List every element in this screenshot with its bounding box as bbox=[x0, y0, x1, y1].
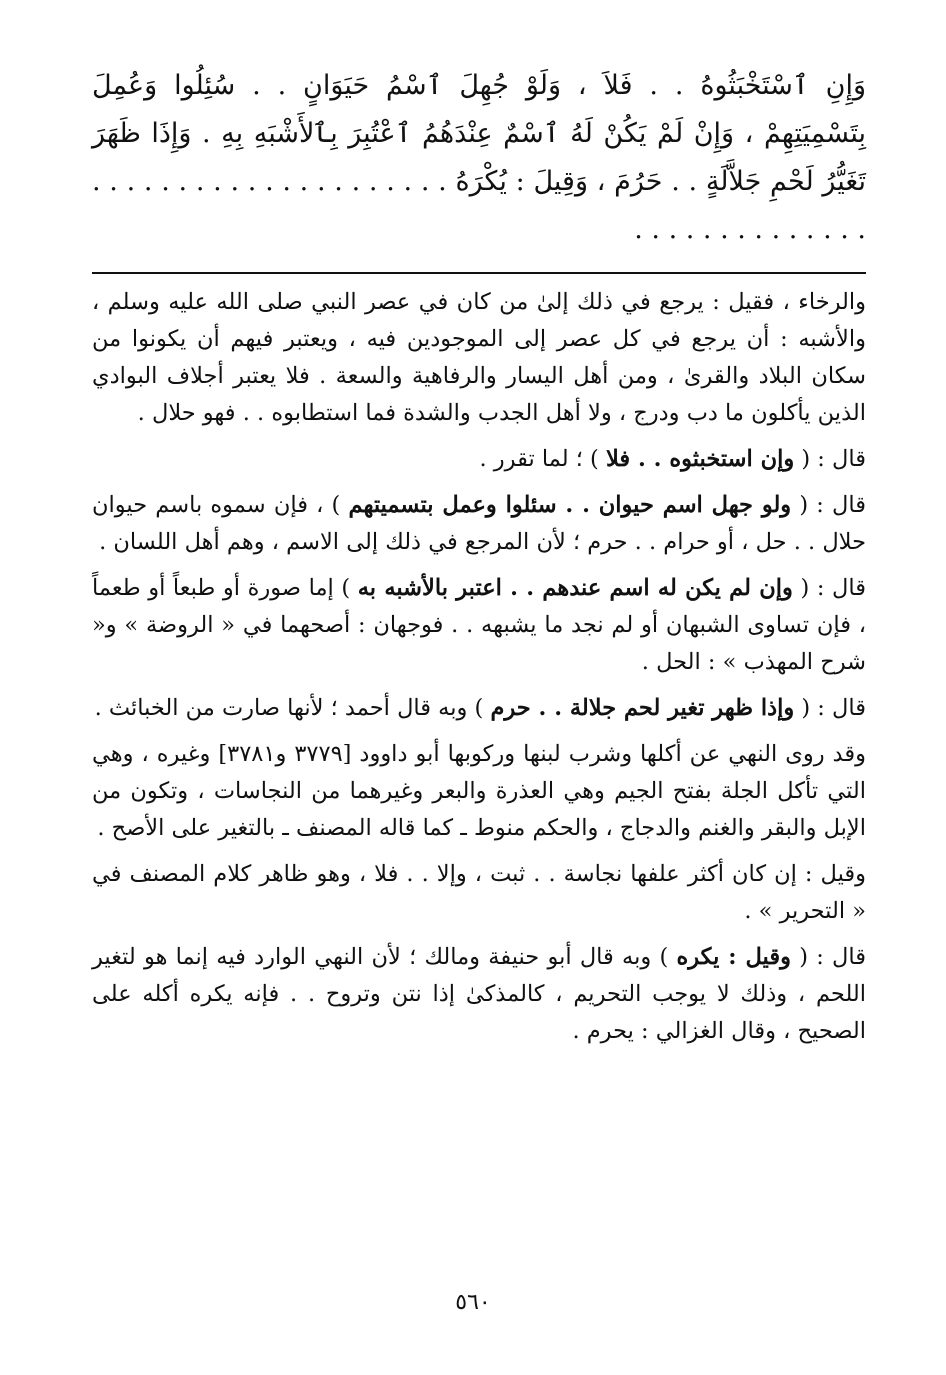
commentary-text: ) ؛ لما تقرر . bbox=[479, 446, 606, 472]
quote-open: قال : ( bbox=[792, 575, 866, 601]
commentary-text: ) وبه قال أبو حنيفة ومالك ؛ لأن النهي الوارد فيه إنما هو لتغير اللحم ، وذلك لا يوجب التحريم ، كالمذكىٰ إذا نتن وتروح . . فإنه يكره أكله على الصحيح ، وقال الغزالي : يحرم . bbox=[92, 944, 866, 1044]
commentary-text: ) إما صورة أو طبعاً أو طعماً ، فإن تساوى الشبهان أو لم نجد ما يشبهه . . فوجهان : أصحهما في « الروضة » و« شرح المهذب » : الحل . bbox=[92, 575, 866, 675]
sharh-paragraph: وقد روى النهي عن أكلها وشرب لبنها وركوبها أبو داوود [٣٧٧٩ و٣٧٨١] وغيره ، وهي التي تأكل الجلة بفتح الجيم وهي العذرة والبعر وغيرهما من النجاسات ، وتكون من الإبل والبقر والغنم والدجاج ، والحكم منوط ـ كما قاله المصنف ـ بالتغير على الأصح . bbox=[92, 741, 866, 841]
commentary-text: ) ، فإن سموه باسم حيوان حلال . . حل ، أو حرام . . حرم ؛ لأن المرجع في ذلك إلى الاسم ، وهم أهل اللسان . bbox=[92, 492, 866, 555]
matn-line: وَإِنِ ٱسْتَخْبَثُوهُ . . فَلاَ ، وَلَوْ جُهِلَ ٱسْمُ حَيَوَانٍ . . سُئِلُوا وَعُمِلَ بِتَسْمِيَتِهِمْ ، وَإِنْ لَمْ bbox=[92, 70, 867, 149]
matn-line: وَقِيلَ : يُكْرَهُ . . . . . . . . . . . . . . . . . . . . . . . . . . . . . . . . . . . bbox=[92, 166, 866, 245]
matn-line: يَكُنْ لَهُ ٱسْمٌ عِنْدَهُمُ ٱعْتُبِرَ بِٱلأَشْبَهِ بِهِ . وَإِذَا ظَهَرَ تَغَيُّرُ لَحْمِ جَلاَّلَةٍ . . حَرُمَ ، bbox=[92, 118, 866, 197]
matn-divider bbox=[92, 272, 866, 274]
quoted-matn: وقيل : يكره bbox=[676, 944, 791, 970]
sharh-paragraph bbox=[92, 441, 866, 478]
quoted-matn: ولو جهل اسم حيوان . . سئلوا وعمل بتسميتهم bbox=[348, 492, 792, 518]
quote-open: قال : ( bbox=[791, 492, 866, 518]
quoted-matn: وإذا ظهر تغير لحم جلالة . . حرم bbox=[490, 695, 795, 721]
quoted-matn: وإن استخبثوه . . فلا bbox=[605, 446, 795, 472]
sharh-paragraph: والرخاء ، فقيل : يرجع في ذلك إلىٰ من كان في عصر النبي صلى الله عليه وسلم ، والأشبه : أن يرجع في كل عصر إلى الموجودين فيه ، ويعتبر فيهم أن يكونوا من سكان البلاد والقرىٰ ، ومن أهل اليسار والرفاهية والسعة . فلا يعتبر أجلاف البوادي الذين يأكلون ما دب ودرج ، ولا أهل الجدب والشدة فما استطابوه . . فهو حلال . bbox=[92, 289, 866, 426]
page-number: ٥٦٠ bbox=[455, 1290, 491, 1315]
quote-open: قال : ( bbox=[794, 446, 866, 472]
sharh-paragraph bbox=[92, 690, 866, 727]
sharh-paragraph bbox=[92, 570, 866, 681]
sharh-paragraph bbox=[92, 939, 866, 1050]
quote-open: قال : ( bbox=[794, 695, 866, 721]
commentary-text: ) وبه قال أحمد ؛ لأنها صارت من الخبائث . bbox=[94, 695, 491, 721]
sharh-paragraph bbox=[92, 487, 866, 561]
quote-open: قال : ( bbox=[790, 944, 866, 970]
page-content bbox=[92, 62, 866, 1059]
matn-text bbox=[92, 62, 866, 254]
quoted-matn: وإن لم يكن له اسم عندهم . . اعتبر بالأشبه به bbox=[357, 575, 793, 601]
sharh-paragraph: وقيل : إن كان أكثر علفها نجاسة . . ثبت ، وإلا . . فلا ، وهو ظاهر كلام المصنف في « التحرير » . bbox=[92, 861, 866, 924]
